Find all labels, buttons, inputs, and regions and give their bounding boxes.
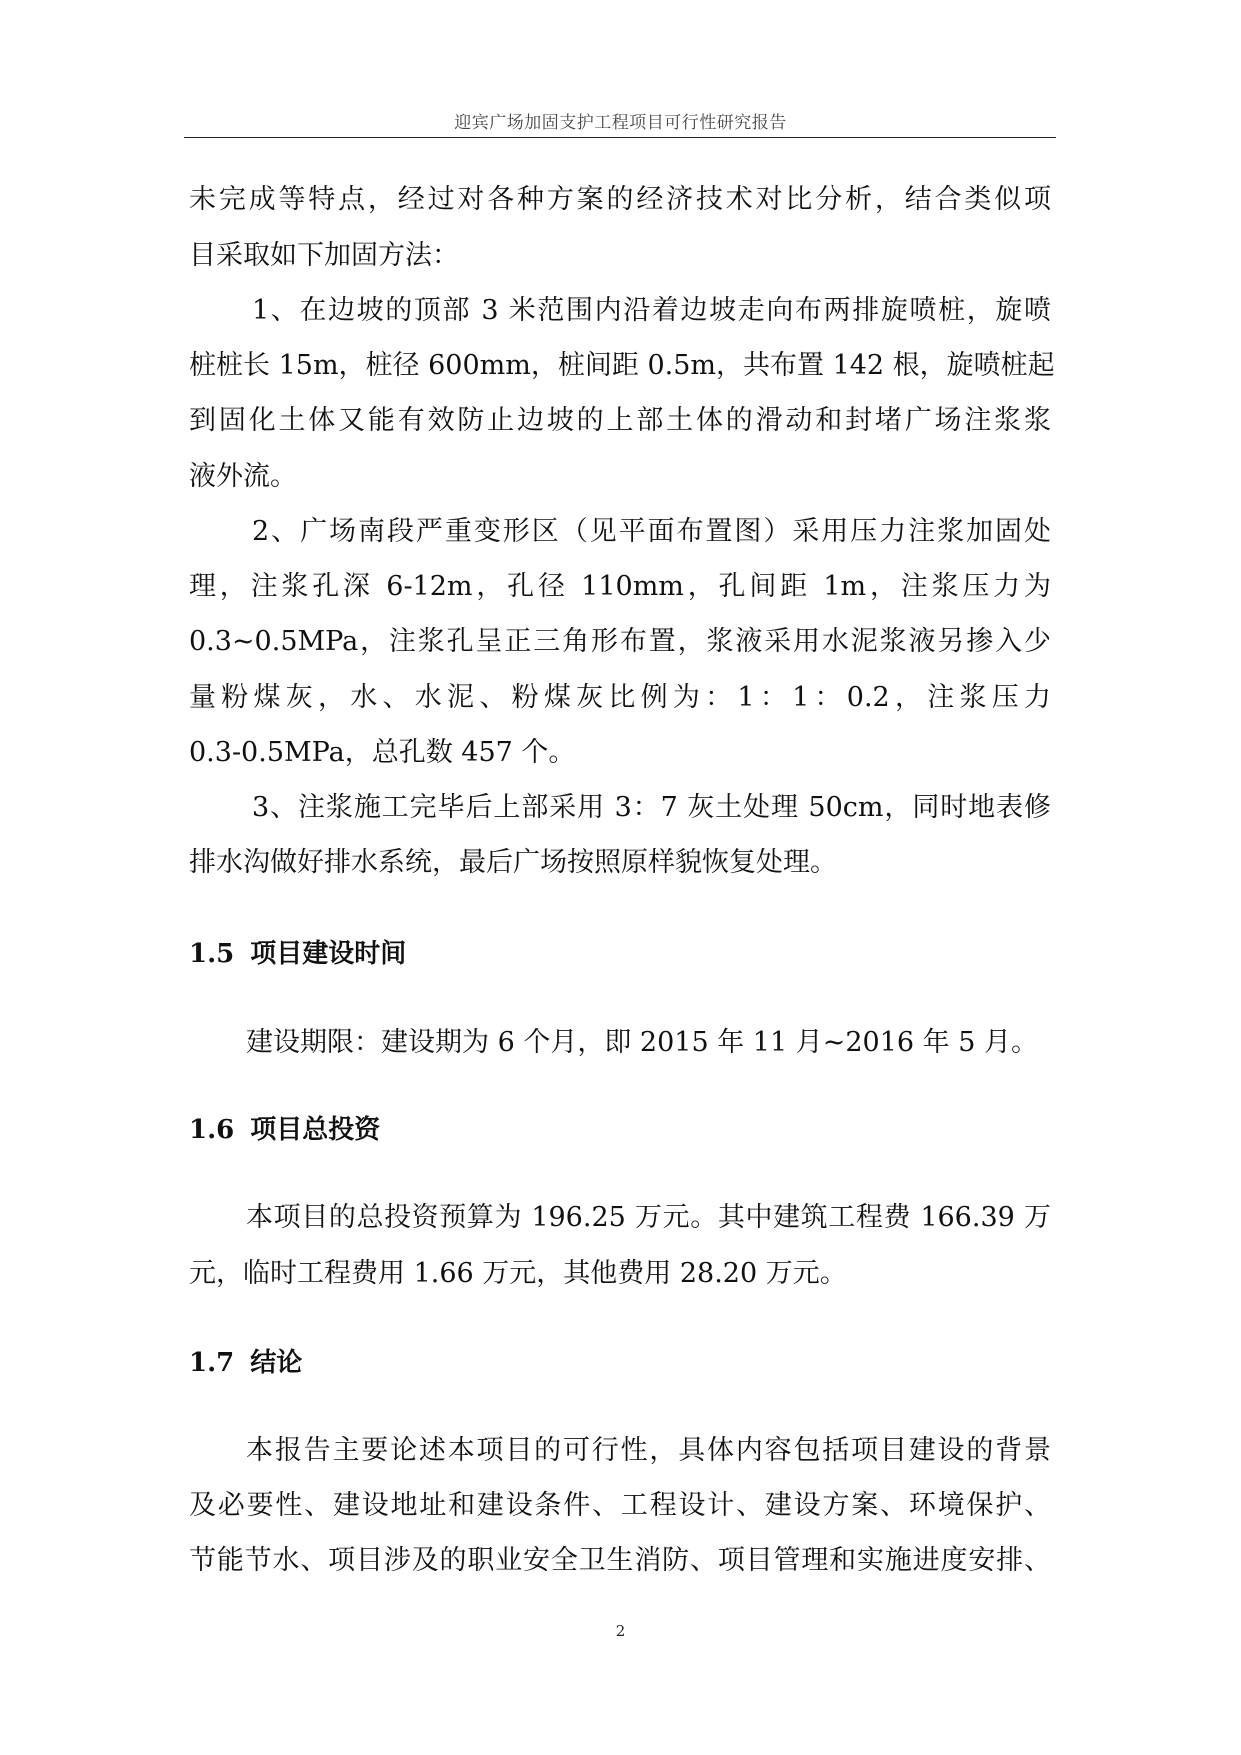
body-line: 桩桩长 15m，桩径 600mm，桩间距 0.5m，共布置 142 根，旋喷桩起 [189, 350, 1055, 381]
header-divider [184, 137, 1056, 138]
body-line: 0.3-0.5MPa，总孔数 457 个。 [189, 737, 576, 768]
body-line: 2、广场南段严重变形区（见平面布置图）采用压力注浆加固处 [252, 516, 1051, 547]
body-line: 本项目的总投资预算为 196.25 万元。其中建筑工程费 166.39 万 [246, 1202, 1051, 1233]
body-line: 及必要性、建设地址和建设条件、工程设计、建设方案、环境保护、 [189, 1490, 1051, 1521]
body-line: 目采取如下加固方法： [189, 240, 459, 271]
body-line: 0.3~0.5MPa，注浆孔呈正三角形布置，浆液采用水泥浆液另掺入少 [189, 626, 1051, 657]
section-heading [189, 936, 406, 972]
body-line: 液外流。 [189, 461, 297, 492]
running-header: 迎宾广场加固支护工程项目可行性研究报告 [454, 113, 787, 133]
section-title: 项目总投资 [250, 1115, 381, 1145]
section-number: 1.6 [189, 1115, 235, 1145]
body-line: 到固化土体又能有效防止边坡的上部土体的滑动和封堵广场注浆浆 [189, 405, 1051, 436]
body-line: 3、注浆施工完毕后上部采用 3：7 灰土处理 50cm，同时地表修 [252, 792, 1051, 823]
section-title: 项目建设时间 [250, 939, 407, 969]
body-line: 未完成等特点，经过对各种方案的经济技术对比分析，结合类似项 [189, 184, 1051, 215]
section-heading [189, 1112, 380, 1148]
body-line: 本报告主要论述本项目的可行性，具体内容包括项目建设的背景 [246, 1435, 1051, 1466]
body-line: 排水沟做好排水系统，最后广场按照原样貌恢复处理。 [189, 847, 837, 878]
body-line: 节能节水、项目涉及的职业安全卫生消防、项目管理和实施进度安排、 [189, 1545, 1051, 1576]
body-line: 1、在边坡的顶部 3 米范围内沿着边坡走向布两排旋喷桩，旋喷 [252, 295, 1051, 326]
body-line: 元，临时工程费用 1.66 万元，其他费用 28.20 万元。 [189, 1258, 847, 1289]
section-number: 1.5 [189, 939, 235, 969]
page-number: 2 [615, 1622, 626, 1640]
section-title: 结论 [250, 1348, 303, 1378]
section-heading [189, 1345, 302, 1381]
body-line: 理，注浆孔深 6-12m，孔径 110mm，孔间距 1m，注浆压力为 [189, 571, 1051, 602]
body-line: 量粉煤灰，水、水泥、粉煤灰比例为：1：1：0.2，注浆压力 [189, 682, 1051, 713]
section-number: 1.7 [189, 1348, 235, 1378]
body-line: 建设期限：建设期为 6 个月，即 2015 年 11 月~2016 年 5 月。 [246, 1027, 1039, 1058]
